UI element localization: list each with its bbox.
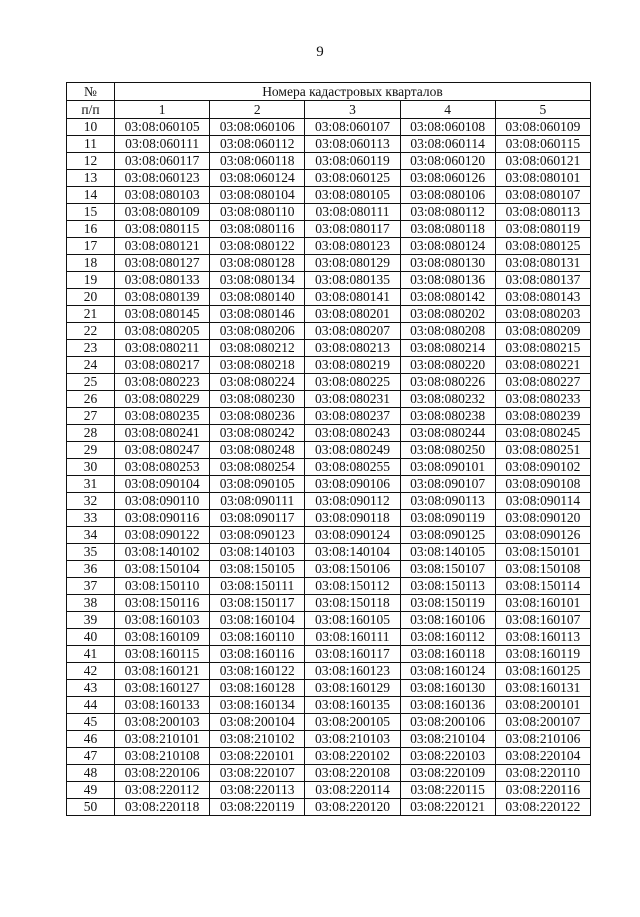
- row-number-cell: 18: [67, 255, 115, 272]
- cadastral-number-cell: 03:08:080201: [305, 306, 400, 323]
- cadastral-number-cell: 03:08:060107: [305, 119, 400, 136]
- cadastral-number-cell: 03:08:080225: [305, 374, 400, 391]
- cadastral-number-cell: 03:08:150111: [210, 578, 305, 595]
- cadastral-number-cell: 03:08:080115: [115, 221, 210, 238]
- cadastral-number-cell: 03:08:160105: [305, 612, 400, 629]
- cadastral-number-cell: 03:08:080212: [210, 340, 305, 357]
- cadastral-number-cell: 03:08:090101: [400, 459, 495, 476]
- cadastral-number-cell: 03:08:090113: [400, 493, 495, 510]
- cadastral-number-cell: 03:08:160116: [210, 646, 305, 663]
- header-column-2: 2: [210, 101, 305, 119]
- cadastral-number-cell: 03:08:080142: [400, 289, 495, 306]
- table-row: [67, 340, 591, 357]
- table-row: [67, 255, 591, 272]
- cadastral-number-cell: 03:08:080202: [400, 306, 495, 323]
- cadastral-number-cell: 03:08:080101: [495, 170, 590, 187]
- cadastral-number-cell: 03:08:080104: [210, 187, 305, 204]
- cadastral-number-cell: 03:08:080208: [400, 323, 495, 340]
- cadastral-number-cell: 03:08:080243: [305, 425, 400, 442]
- cadastral-number-cell: 03:08:080124: [400, 238, 495, 255]
- cadastral-number-cell: 03:08:080215: [495, 340, 590, 357]
- table-row: [67, 153, 591, 170]
- cadastral-number-cell: 03:08:160134: [210, 697, 305, 714]
- cadastral-number-cell: 03:08:080118: [400, 221, 495, 238]
- cadastral-number-cell: 03:08:220119: [210, 799, 305, 816]
- table-row: [67, 238, 591, 255]
- cadastral-number-cell: 03:08:210106: [495, 731, 590, 748]
- row-number-cell: 47: [67, 748, 115, 765]
- row-number-cell: 50: [67, 799, 115, 816]
- cadastral-number-cell: 03:08:080107: [495, 187, 590, 204]
- cadastral-number-cell: 03:08:090119: [400, 510, 495, 527]
- cadastral-number-cell: 03:08:080207: [305, 323, 400, 340]
- cadastral-number-cell: 03:08:220113: [210, 782, 305, 799]
- cadastral-number-cell: 03:08:080248: [210, 442, 305, 459]
- cadastral-number-cell: 03:08:160106: [400, 612, 495, 629]
- row-number-cell: 41: [67, 646, 115, 663]
- cadastral-number-cell: 03:08:160110: [210, 629, 305, 646]
- row-number-cell: 25: [67, 374, 115, 391]
- cadastral-number-cell: 03:08:080238: [400, 408, 495, 425]
- cadastral-number-cell: 03:08:090125: [400, 527, 495, 544]
- cadastral-number-cell: 03:08:060123: [115, 170, 210, 187]
- cadastral-number-cell: 03:08:080130: [400, 255, 495, 272]
- cadastral-number-cell: 03:08:080251: [495, 442, 590, 459]
- cadastral-number-cell: 03:08:060106: [210, 119, 305, 136]
- cadastral-number-cell: 03:08:080213: [305, 340, 400, 357]
- table-row: [67, 425, 591, 442]
- cadastral-number-cell: 03:08:220114: [305, 782, 400, 799]
- cadastral-number-cell: 03:08:080123: [305, 238, 400, 255]
- table-row: [67, 629, 591, 646]
- cadastral-number-cell: 03:08:060120: [400, 153, 495, 170]
- table-row: [67, 680, 591, 697]
- cadastral-number-cell: 03:08:160129: [305, 680, 400, 697]
- cadastral-number-cell: 03:08:150110: [115, 578, 210, 595]
- row-number-cell: 37: [67, 578, 115, 595]
- row-number-cell: 27: [67, 408, 115, 425]
- cadastral-number-cell: 03:08:060124: [210, 170, 305, 187]
- header-column-4: 4: [400, 101, 495, 119]
- cadastral-number-cell: 03:08:160109: [115, 629, 210, 646]
- table-row: [67, 782, 591, 799]
- cadastral-number-cell: 03:08:080249: [305, 442, 400, 459]
- cadastral-number-cell: 03:08:080146: [210, 306, 305, 323]
- row-number-cell: 29: [67, 442, 115, 459]
- table-row: [67, 170, 591, 187]
- cadastral-number-cell: 03:08:080214: [400, 340, 495, 357]
- cadastral-number-cell: 03:08:160101: [495, 595, 590, 612]
- cadastral-number-cell: 03:08:220109: [400, 765, 495, 782]
- cadastral-number-cell: 03:08:090122: [115, 527, 210, 544]
- cadastral-number-cell: 03:08:090120: [495, 510, 590, 527]
- table-row: [67, 493, 591, 510]
- table-row: [67, 408, 591, 425]
- cadastral-number-cell: 03:08:080145: [115, 306, 210, 323]
- table-row: [67, 527, 591, 544]
- cadastral-number-cell: 03:08:160131: [495, 680, 590, 697]
- cadastral-number-cell: 03:08:160107: [495, 612, 590, 629]
- table-row: [67, 646, 591, 663]
- cadastral-number-cell: 03:08:150116: [115, 595, 210, 612]
- cadastral-number-cell: 03:08:060118: [210, 153, 305, 170]
- cadastral-number-cell: 03:08:160121: [115, 663, 210, 680]
- cadastral-number-cell: 03:08:160117: [305, 646, 400, 663]
- cadastral-number-cell: 03:08:060119: [305, 153, 400, 170]
- table-row: [67, 391, 591, 408]
- cadastral-number-cell: 03:08:080255: [305, 459, 400, 476]
- cadastral-number-cell: 03:08:210108: [115, 748, 210, 765]
- table-row: [67, 187, 591, 204]
- header-group-title: Номера кадастровых кварталов: [115, 83, 591, 101]
- row-number-cell: 13: [67, 170, 115, 187]
- cadastral-number-cell: 03:08:220104: [495, 748, 590, 765]
- table-row: [67, 476, 591, 493]
- cadastral-number-cell: 03:08:150117: [210, 595, 305, 612]
- cadastral-number-cell: 03:08:090114: [495, 493, 590, 510]
- cadastral-number-cell: 03:08:090104: [115, 476, 210, 493]
- table-header: [67, 83, 591, 119]
- row-number-cell: 12: [67, 153, 115, 170]
- cadastral-number-cell: 03:08:090108: [495, 476, 590, 493]
- cadastral-number-cell: 03:08:160111: [305, 629, 400, 646]
- header-column-1: 1: [115, 101, 210, 119]
- cadastral-number-cell: 03:08:080244: [400, 425, 495, 442]
- cadastral-blocks-table: [66, 82, 591, 816]
- cadastral-number-cell: 03:08:060105: [115, 119, 210, 136]
- cadastral-number-cell: 03:08:080211: [115, 340, 210, 357]
- table-row: [67, 357, 591, 374]
- cadastral-number-cell: 03:08:080235: [115, 408, 210, 425]
- cadastral-number-cell: 03:08:140102: [115, 544, 210, 561]
- cadastral-number-cell: 03:08:080125: [495, 238, 590, 255]
- cadastral-number-cell: 03:08:080143: [495, 289, 590, 306]
- cadastral-number-cell: 03:08:220106: [115, 765, 210, 782]
- cadastral-number-cell: 03:08:080232: [400, 391, 495, 408]
- cadastral-number-cell: 03:08:140103: [210, 544, 305, 561]
- cadastral-number-cell: 03:08:060111: [115, 136, 210, 153]
- cadastral-number-cell: 03:08:210104: [400, 731, 495, 748]
- row-number-cell: 33: [67, 510, 115, 527]
- cadastral-number-cell: 03:08:080111: [305, 204, 400, 221]
- cadastral-number-cell: 03:08:160136: [400, 697, 495, 714]
- cadastral-number-cell: 03:08:080112: [400, 204, 495, 221]
- table-row: [67, 714, 591, 731]
- cadastral-number-cell: 03:08:150104: [115, 561, 210, 578]
- cadastral-number-cell: 03:08:150107: [400, 561, 495, 578]
- cadastral-number-cell: 03:08:080121: [115, 238, 210, 255]
- row-number-cell: 34: [67, 527, 115, 544]
- table-row: [67, 799, 591, 816]
- row-number-cell: 17: [67, 238, 115, 255]
- table-row: [67, 323, 591, 340]
- table-row: [67, 306, 591, 323]
- cadastral-number-cell: 03:08:080231: [305, 391, 400, 408]
- cadastral-number-cell: 03:08:080105: [305, 187, 400, 204]
- cadastral-number-cell: 03:08:080239: [495, 408, 590, 425]
- table-row: [67, 204, 591, 221]
- cadastral-number-cell: 03:08:090118: [305, 510, 400, 527]
- table-row: [67, 612, 591, 629]
- table-row: [67, 578, 591, 595]
- cadastral-number-cell: 03:08:160113: [495, 629, 590, 646]
- cadastral-number-cell: 03:08:080205: [115, 323, 210, 340]
- cadastral-number-cell: 03:08:080119: [495, 221, 590, 238]
- row-number-cell: 46: [67, 731, 115, 748]
- cadastral-number-cell: 03:08:220110: [495, 765, 590, 782]
- cadastral-number-cell: 03:08:210103: [305, 731, 400, 748]
- row-number-cell: 24: [67, 357, 115, 374]
- cadastral-number-cell: 03:08:090107: [400, 476, 495, 493]
- cadastral-number-cell: 03:08:060112: [210, 136, 305, 153]
- cadastral-number-cell: 03:08:080229: [115, 391, 210, 408]
- table-row: [67, 731, 591, 748]
- row-number-cell: 28: [67, 425, 115, 442]
- row-number-cell: 20: [67, 289, 115, 306]
- table-row: [67, 765, 591, 782]
- cadastral-number-cell: 03:08:080109: [115, 204, 210, 221]
- cadastral-number-cell: 03:08:080122: [210, 238, 305, 255]
- cadastral-number-cell: 03:08:090126: [495, 527, 590, 544]
- cadastral-number-cell: 03:08:220102: [305, 748, 400, 765]
- row-number-cell: 36: [67, 561, 115, 578]
- cadastral-number-cell: 03:08:150118: [305, 595, 400, 612]
- cadastral-number-cell: 03:08:080116: [210, 221, 305, 238]
- cadastral-number-cell: 03:08:220116: [495, 782, 590, 799]
- cadastral-number-cell: 03:08:220121: [400, 799, 495, 816]
- table-row: [67, 442, 591, 459]
- cadastral-number-cell: 03:08:080129: [305, 255, 400, 272]
- cadastral-number-cell: 03:08:090110: [115, 493, 210, 510]
- header-column-5: 5: [495, 101, 590, 119]
- cadastral-number-cell: 03:08:160119: [495, 646, 590, 663]
- cadastral-number-cell: 03:08:150101: [495, 544, 590, 561]
- cadastral-number-cell: 03:08:090123: [210, 527, 305, 544]
- row-number-cell: 11: [67, 136, 115, 153]
- table-row: [67, 697, 591, 714]
- cadastral-number-cell: 03:08:080217: [115, 357, 210, 374]
- cadastral-number-cell: 03:08:150108: [495, 561, 590, 578]
- table-row: [67, 272, 591, 289]
- cadastral-number-cell: 03:08:080141: [305, 289, 400, 306]
- cadastral-number-cell: 03:08:080110: [210, 204, 305, 221]
- cadastral-number-cell: 03:08:220118: [115, 799, 210, 816]
- cadastral-number-cell: 03:08:210101: [115, 731, 210, 748]
- cadastral-number-cell: 03:08:080103: [115, 187, 210, 204]
- cadastral-number-cell: 03:08:160104: [210, 612, 305, 629]
- cadastral-number-cell: 03:08:150105: [210, 561, 305, 578]
- row-number-cell: 14: [67, 187, 115, 204]
- cadastral-number-cell: 03:08:160128: [210, 680, 305, 697]
- cadastral-number-cell: 03:08:140105: [400, 544, 495, 561]
- cadastral-number-cell: 03:08:220103: [400, 748, 495, 765]
- cadastral-number-cell: 03:08:060121: [495, 153, 590, 170]
- cadastral-number-cell: 03:08:090117: [210, 510, 305, 527]
- table-row: [67, 136, 591, 153]
- cadastral-number-cell: 03:08:060109: [495, 119, 590, 136]
- cadastral-number-cell: 03:08:160115: [115, 646, 210, 663]
- cadastral-number-cell: 03:08:080220: [400, 357, 495, 374]
- row-number-cell: 45: [67, 714, 115, 731]
- header-num-abbr: п/п: [67, 101, 115, 119]
- cadastral-number-cell: 03:08:140104: [305, 544, 400, 561]
- table-row: [67, 748, 591, 765]
- cadastral-number-cell: 03:08:220112: [115, 782, 210, 799]
- cadastral-number-cell: 03:08:080253: [115, 459, 210, 476]
- row-number-cell: 39: [67, 612, 115, 629]
- cadastral-number-cell: 03:08:060125: [305, 170, 400, 187]
- cadastral-number-cell: 03:08:080242: [210, 425, 305, 442]
- cadastral-number-cell: 03:08:150114: [495, 578, 590, 595]
- cadastral-number-cell: 03:08:080135: [305, 272, 400, 289]
- cadastral-number-cell: 03:08:080221: [495, 357, 590, 374]
- cadastral-number-cell: 03:08:080245: [495, 425, 590, 442]
- row-number-cell: 26: [67, 391, 115, 408]
- cadastral-number-cell: 03:08:160135: [305, 697, 400, 714]
- row-number-cell: 42: [67, 663, 115, 680]
- cadastral-number-cell: 03:08:080224: [210, 374, 305, 391]
- row-number-cell: 48: [67, 765, 115, 782]
- cadastral-number-cell: 03:08:060114: [400, 136, 495, 153]
- cadastral-number-cell: 03:08:200106: [400, 714, 495, 731]
- cadastral-number-cell: 03:08:080227: [495, 374, 590, 391]
- row-number-cell: 44: [67, 697, 115, 714]
- table-row: [67, 561, 591, 578]
- row-number-cell: 40: [67, 629, 115, 646]
- cadastral-number-cell: 03:08:080250: [400, 442, 495, 459]
- cadastral-number-cell: 03:08:160112: [400, 629, 495, 646]
- cadastral-number-cell: 03:08:200107: [495, 714, 590, 731]
- row-number-cell: 31: [67, 476, 115, 493]
- cadastral-number-cell: 03:08:080139: [115, 289, 210, 306]
- row-number-cell: 35: [67, 544, 115, 561]
- cadastral-number-cell: 03:08:160118: [400, 646, 495, 663]
- cadastral-number-cell: 03:08:150119: [400, 595, 495, 612]
- cadastral-number-cell: 03:08:080247: [115, 442, 210, 459]
- table-row: [67, 374, 591, 391]
- row-number-cell: 21: [67, 306, 115, 323]
- page-number: 9: [316, 44, 324, 60]
- cadastral-number-cell: 03:08:060115: [495, 136, 590, 153]
- cadastral-number-cell: 03:08:090102: [495, 459, 590, 476]
- cadastral-number-cell: 03:08:160123: [305, 663, 400, 680]
- table-row: [67, 289, 591, 306]
- cadastral-number-cell: 03:08:090111: [210, 493, 305, 510]
- cadastral-number-cell: 03:08:220101: [210, 748, 305, 765]
- cadastral-number-cell: 03:08:160127: [115, 680, 210, 697]
- cadastral-number-cell: 03:08:080233: [495, 391, 590, 408]
- cadastral-number-cell: 03:08:080128: [210, 255, 305, 272]
- cadastral-number-cell: 03:08:150113: [400, 578, 495, 595]
- table-row: [67, 544, 591, 561]
- cadastral-number-cell: 03:08:080237: [305, 408, 400, 425]
- cadastral-number-cell: 03:08:090106: [305, 476, 400, 493]
- cadastral-number-cell: 03:08:160124: [400, 663, 495, 680]
- cadastral-number-cell: 03:08:160133: [115, 697, 210, 714]
- cadastral-number-cell: 03:08:080137: [495, 272, 590, 289]
- cadastral-number-cell: 03:08:090116: [115, 510, 210, 527]
- table-row: [67, 221, 591, 238]
- cadastral-number-cell: 03:08:080127: [115, 255, 210, 272]
- row-number-cell: 32: [67, 493, 115, 510]
- table-body: [67, 119, 591, 816]
- cadastral-number-cell: 03:08:160103: [115, 612, 210, 629]
- cadastral-number-cell: 03:08:060108: [400, 119, 495, 136]
- cadastral-number-cell: 03:08:160122: [210, 663, 305, 680]
- cadastral-number-cell: 03:08:060117: [115, 153, 210, 170]
- row-number-cell: 38: [67, 595, 115, 612]
- cadastral-number-cell: 03:08:060113: [305, 136, 400, 153]
- header-num-symbol: №: [67, 83, 115, 101]
- cadastral-number-cell: 03:08:200103: [115, 714, 210, 731]
- row-number-cell: 43: [67, 680, 115, 697]
- cadastral-number-cell: 03:08:080219: [305, 357, 400, 374]
- cadastral-number-cell: 03:08:220115: [400, 782, 495, 799]
- cadastral-number-cell: 03:08:210102: [210, 731, 305, 748]
- cadastral-number-cell: 03:08:080136: [400, 272, 495, 289]
- cadastral-number-cell: 03:08:090105: [210, 476, 305, 493]
- cadastral-number-cell: 03:08:080223: [115, 374, 210, 391]
- cadastral-number-cell: 03:08:080230: [210, 391, 305, 408]
- cadastral-number-cell: 03:08:160125: [495, 663, 590, 680]
- cadastral-number-cell: 03:08:060126: [400, 170, 495, 187]
- cadastral-number-cell: 03:08:220120: [305, 799, 400, 816]
- cadastral-number-cell: 03:08:200101: [495, 697, 590, 714]
- cadastral-number-cell: 03:08:090124: [305, 527, 400, 544]
- row-number-cell: 23: [67, 340, 115, 357]
- cadastral-number-cell: 03:08:080140: [210, 289, 305, 306]
- table-row: [67, 663, 591, 680]
- cadastral-number-cell: 03:08:080113: [495, 204, 590, 221]
- cadastral-number-cell: 03:08:220107: [210, 765, 305, 782]
- cadastral-number-cell: 03:08:080133: [115, 272, 210, 289]
- row-number-cell: 16: [67, 221, 115, 238]
- row-number-cell: 30: [67, 459, 115, 476]
- cadastral-number-cell: 03:08:080106: [400, 187, 495, 204]
- cadastral-number-cell: 03:08:080203: [495, 306, 590, 323]
- cadastral-number-cell: 03:08:160130: [400, 680, 495, 697]
- table-row: [67, 459, 591, 476]
- header-column-3: 3: [305, 101, 400, 119]
- cadastral-number-cell: 03:08:200105: [305, 714, 400, 731]
- cadastral-number-cell: 03:08:080218: [210, 357, 305, 374]
- table-row: [67, 510, 591, 527]
- cadastral-number-cell: 03:08:080131: [495, 255, 590, 272]
- row-number-cell: 19: [67, 272, 115, 289]
- cadastral-number-cell: 03:08:080206: [210, 323, 305, 340]
- cadastral-number-cell: 03:08:200104: [210, 714, 305, 731]
- cadastral-number-cell: 03:08:150106: [305, 561, 400, 578]
- row-number-cell: 10: [67, 119, 115, 136]
- cadastral-number-cell: 03:08:220108: [305, 765, 400, 782]
- table-row: [67, 595, 591, 612]
- cadastral-number-cell: 03:08:080226: [400, 374, 495, 391]
- cadastral-number-cell: 03:08:080134: [210, 272, 305, 289]
- cadastral-number-cell: 03:08:150112: [305, 578, 400, 595]
- row-number-cell: 22: [67, 323, 115, 340]
- cadastral-number-cell: 03:08:080241: [115, 425, 210, 442]
- row-number-cell: 49: [67, 782, 115, 799]
- cadastral-number-cell: 03:08:090112: [305, 493, 400, 510]
- cadastral-number-cell: 03:08:080236: [210, 408, 305, 425]
- row-number-cell: 15: [67, 204, 115, 221]
- cadastral-number-cell: 03:08:080209: [495, 323, 590, 340]
- table-row: [67, 119, 591, 136]
- cadastral-number-cell: 03:08:080117: [305, 221, 400, 238]
- cadastral-number-cell: 03:08:220122: [495, 799, 590, 816]
- cadastral-number-cell: 03:08:080254: [210, 459, 305, 476]
